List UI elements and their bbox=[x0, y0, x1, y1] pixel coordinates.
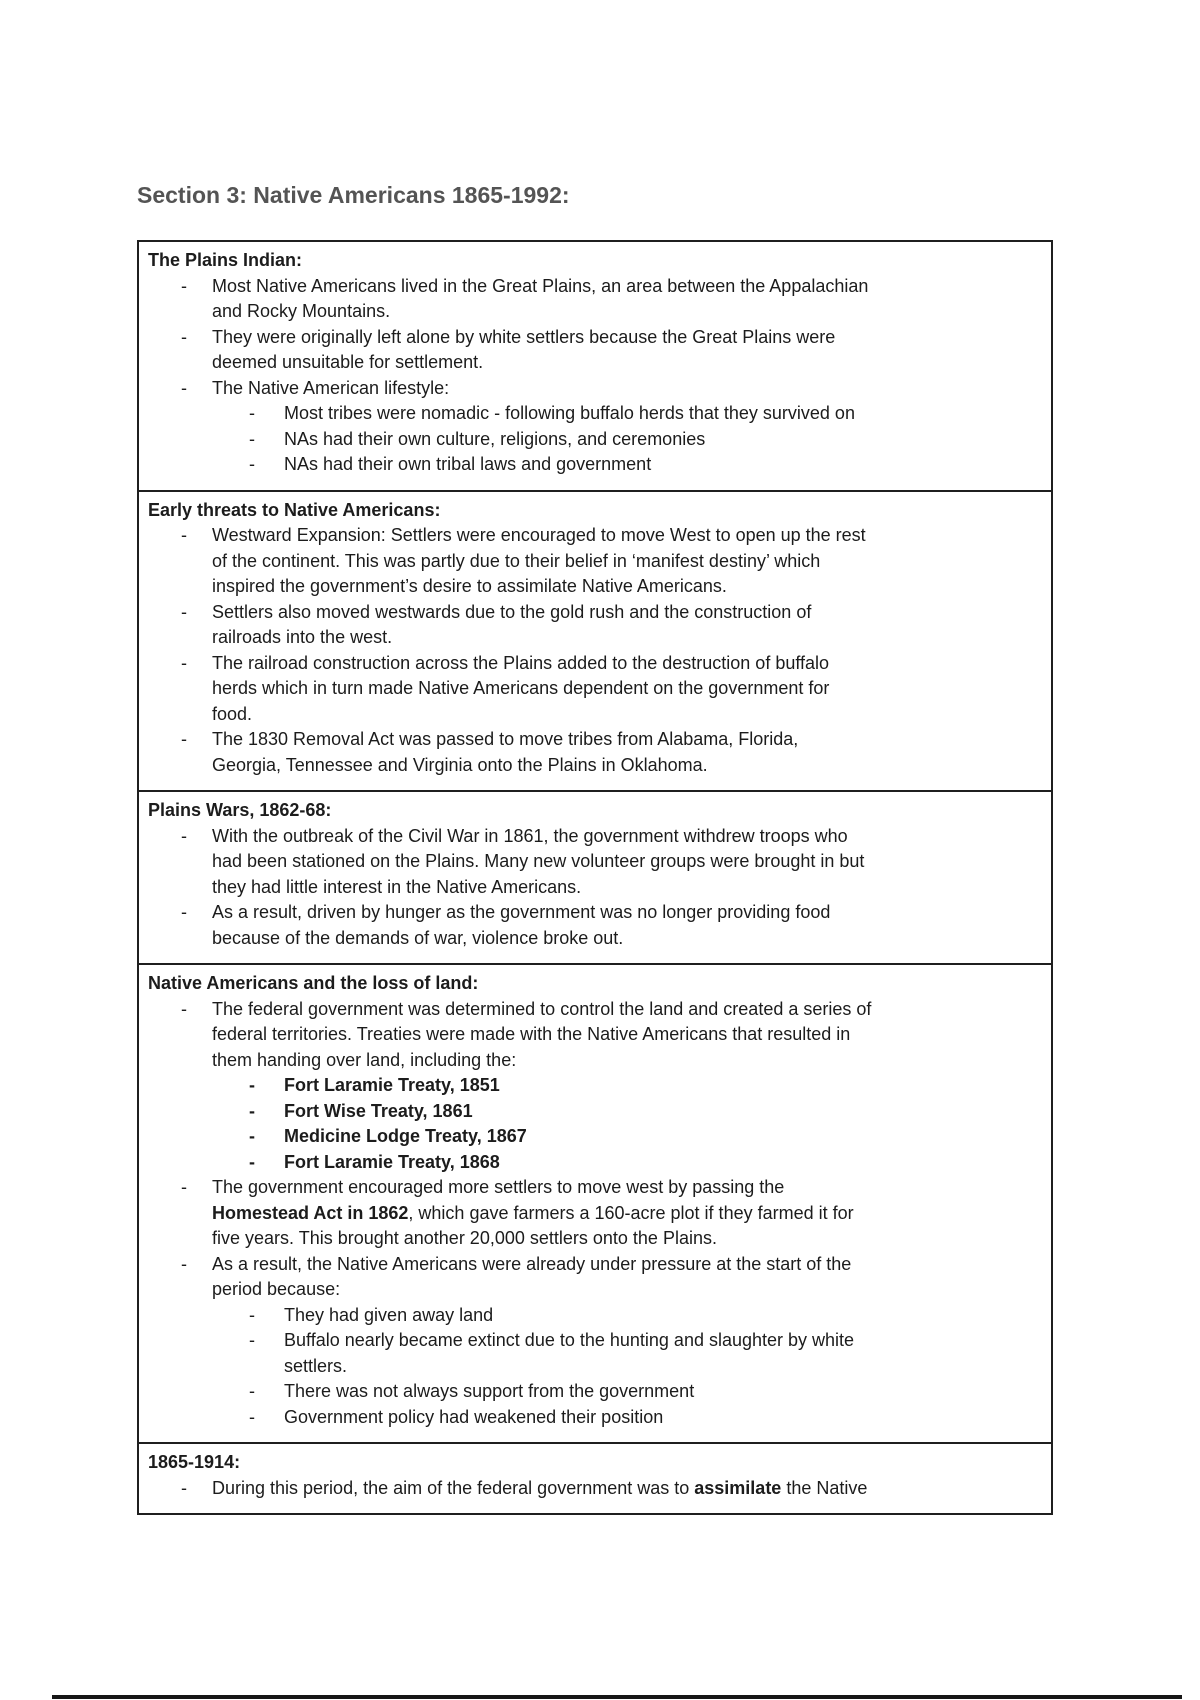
list-item bbox=[148, 1328, 1043, 1379]
list-item bbox=[148, 727, 1043, 778]
list-item bbox=[148, 401, 1043, 427]
item-lines bbox=[212, 1252, 1043, 1303]
text-line: them handing over land, including the: bbox=[212, 1049, 517, 1070]
box-title: Early threats to Native Americans: bbox=[148, 499, 441, 520]
item-lines bbox=[212, 1175, 1043, 1252]
list-item bbox=[148, 1476, 1043, 1502]
list-item bbox=[148, 651, 1043, 728]
list-item bbox=[148, 1175, 1043, 1252]
list-item bbox=[148, 1303, 1043, 1329]
text-line: Government policy had weakened their position bbox=[284, 1406, 664, 1427]
text-line: food. bbox=[212, 703, 253, 724]
bullet-dash-icon: - bbox=[249, 1151, 255, 1172]
text-line: The railroad construction across the Plains added to the destruction of buffalo bbox=[212, 652, 830, 673]
section-box bbox=[137, 490, 1053, 793]
text-line: had been stationed on the Plains. Many new volunteer groups were brought in but bbox=[212, 851, 865, 871]
text-line: NAs had their own culture, religions, and ceremonies bbox=[284, 428, 706, 449]
bullet-dash-icon: - bbox=[181, 525, 187, 545]
text-line: As a result, the Native Americans were already under pressure at the start of the bbox=[212, 1253, 852, 1274]
bullet-dash-icon: - bbox=[181, 825, 187, 846]
item-lines bbox=[212, 651, 1043, 728]
box-title: The Plains Indian: bbox=[148, 250, 303, 270]
item-lines bbox=[284, 1150, 1043, 1176]
text-line: and Rocky Mountains. bbox=[212, 301, 391, 321]
bullet-dash-icon: - bbox=[249, 428, 255, 449]
list-item bbox=[148, 1379, 1043, 1405]
list-item bbox=[148, 274, 1043, 325]
text-line: They were originally left alone by white settlers because the Great Plains were bbox=[212, 326, 836, 347]
section-box bbox=[137, 963, 1053, 1444]
list-item bbox=[148, 452, 1043, 478]
text-line: Homestead Act in 1862, which gave farmers a 160-acre plot if they farmed it for bbox=[212, 1202, 854, 1223]
bullet-dash-icon: - bbox=[181, 902, 187, 922]
list-item bbox=[148, 1252, 1043, 1303]
text-line: they had little interest in the Native Americans. bbox=[212, 876, 582, 897]
list-item bbox=[148, 1073, 1043, 1099]
item-lines bbox=[212, 523, 1043, 600]
text-line: settlers. bbox=[284, 1355, 348, 1376]
text-line: NAs had their own tribal laws and government bbox=[284, 454, 652, 474]
bullet-dash-icon: - bbox=[249, 1381, 255, 1401]
text-line: herds which in turn made Native Americans dependent on the government for bbox=[212, 678, 830, 698]
item-lines bbox=[284, 1099, 1043, 1125]
text-line: The federal government was determined to control the land and created a series of bbox=[212, 998, 872, 1019]
bullet-dash-icon: - bbox=[249, 1304, 255, 1325]
text-line: five years. This brought another 20,000 settlers onto the Plains. bbox=[212, 1228, 717, 1248]
list-item bbox=[148, 1124, 1043, 1150]
box-title: Native Americans and the loss of land: bbox=[148, 973, 479, 993]
section-box bbox=[137, 790, 1053, 965]
list-item bbox=[148, 1150, 1043, 1176]
bullet-dash-icon: - bbox=[249, 403, 255, 423]
item-lines bbox=[212, 325, 1043, 376]
text-line: Fort Laramie Treaty, 1868 bbox=[284, 1151, 500, 1172]
text-line: Buffalo nearly became extinct due to the hunting and slaughter by white bbox=[284, 1330, 855, 1350]
bullet-dash-icon: - bbox=[181, 326, 187, 347]
bullet-dash-icon: - bbox=[181, 1253, 187, 1274]
item-lines bbox=[212, 600, 1043, 651]
item-lines bbox=[284, 1405, 1043, 1431]
text-line: They had given away land bbox=[284, 1304, 494, 1325]
bullet-dash-icon: - bbox=[249, 1075, 255, 1095]
item-lines bbox=[284, 452, 1043, 478]
bullet-dash-icon: - bbox=[181, 1177, 187, 1197]
text-line: period because: bbox=[212, 1279, 341, 1299]
bullet-dash-icon: - bbox=[181, 652, 187, 673]
text-line: because of the demands of war, violence broke out. bbox=[212, 927, 624, 948]
list-item bbox=[148, 523, 1043, 600]
text-line: There was not always support from the government bbox=[284, 1381, 695, 1401]
item-lines bbox=[284, 1303, 1043, 1329]
item-lines bbox=[212, 274, 1043, 325]
bullet-dash-icon: - bbox=[181, 377, 187, 398]
bullet-dash-icon: - bbox=[181, 1477, 187, 1498]
bullet-dash-icon: - bbox=[249, 1406, 255, 1427]
text-line: With the outbreak of the Civil War in 1861, the government withdrew troops who bbox=[212, 825, 848, 846]
text-line: Fort Wise Treaty, 1861 bbox=[284, 1100, 473, 1121]
bullet-dash-icon: - bbox=[249, 1126, 255, 1146]
bullet-dash-icon: - bbox=[181, 275, 187, 296]
bullet-dash-icon: - bbox=[249, 454, 255, 474]
bullet-dash-icon: - bbox=[181, 998, 187, 1019]
bullet-dash-icon: - bbox=[181, 729, 187, 749]
item-lines bbox=[284, 401, 1043, 427]
text-line: Most Native Americans lived in the Great Plains, an area between the Appalachian bbox=[212, 275, 869, 296]
item-lines bbox=[212, 900, 1043, 951]
text-line: inspired the government’s desire to assimilate Native Americans. bbox=[212, 576, 727, 596]
list-item bbox=[148, 600, 1043, 651]
item-lines bbox=[212, 376, 1043, 402]
text-line: federal territories. Treaties were made with the Native Americans that resulted in bbox=[212, 1024, 851, 1044]
page-title: Section 3: Native Americans 1865-1992: bbox=[137, 182, 570, 209]
text-line: The 1830 Removal Act was passed to move tribes from Alabama, Florida, bbox=[212, 729, 799, 749]
text-line: railroads into the west. bbox=[212, 627, 393, 647]
box-title: 1865-1914: bbox=[148, 1452, 241, 1472]
section-box bbox=[137, 1442, 1053, 1515]
bullet-dash-icon: - bbox=[249, 1100, 255, 1121]
section-box bbox=[137, 240, 1053, 492]
item-lines bbox=[284, 427, 1043, 453]
box-title: Plains Wars, 1862-68: bbox=[148, 800, 332, 820]
item-lines bbox=[284, 1328, 1043, 1379]
list-item bbox=[148, 824, 1043, 901]
text-line: deemed unsuitable for settlement. bbox=[212, 352, 484, 372]
text-line: Medicine Lodge Treaty, 1867 bbox=[284, 1126, 527, 1146]
bullet-dash-icon: - bbox=[181, 601, 187, 622]
text-line: Georgia, Tennessee and Virginia onto the Plains in Oklahoma. bbox=[212, 754, 708, 775]
text-line: During this period, the aim of the federal government was to assimilate the Native bbox=[212, 1477, 868, 1498]
text-line: of the continent. This was partly due to their belief in ‘manifest destiny’ which bbox=[212, 550, 821, 571]
list-item bbox=[148, 427, 1043, 453]
bullet-dash-icon: - bbox=[249, 1330, 255, 1350]
text-line: Most tribes were nomadic - following buffalo herds that they survived on bbox=[284, 403, 855, 423]
content-table bbox=[137, 240, 1053, 1515]
text-line: Fort Laramie Treaty, 1851 bbox=[284, 1075, 500, 1095]
item-lines bbox=[284, 1379, 1043, 1405]
item-lines bbox=[284, 1073, 1043, 1099]
list-item bbox=[148, 1099, 1043, 1125]
list-item bbox=[148, 376, 1043, 402]
text-line: As a result, driven by hunger as the government was no longer providing food bbox=[212, 902, 831, 922]
item-lines bbox=[212, 1476, 1043, 1502]
next-page-box-top-border bbox=[52, 1695, 1182, 1699]
text-line: The Native American lifestyle: bbox=[212, 377, 450, 398]
text-line: Settlers also moved westwards due to the gold rush and the construction of bbox=[212, 601, 812, 622]
text-line: Westward Expansion: Settlers were encouraged to move West to open up the rest bbox=[212, 525, 866, 545]
text-line: The government encouraged more settlers to move west by passing the bbox=[212, 1177, 785, 1197]
list-item bbox=[148, 1405, 1043, 1431]
list-item bbox=[148, 997, 1043, 1074]
item-lines bbox=[212, 997, 1043, 1074]
list-item bbox=[148, 900, 1043, 951]
item-lines bbox=[212, 824, 1043, 901]
item-lines bbox=[284, 1124, 1043, 1150]
list-item bbox=[148, 325, 1043, 376]
item-lines bbox=[212, 727, 1043, 778]
